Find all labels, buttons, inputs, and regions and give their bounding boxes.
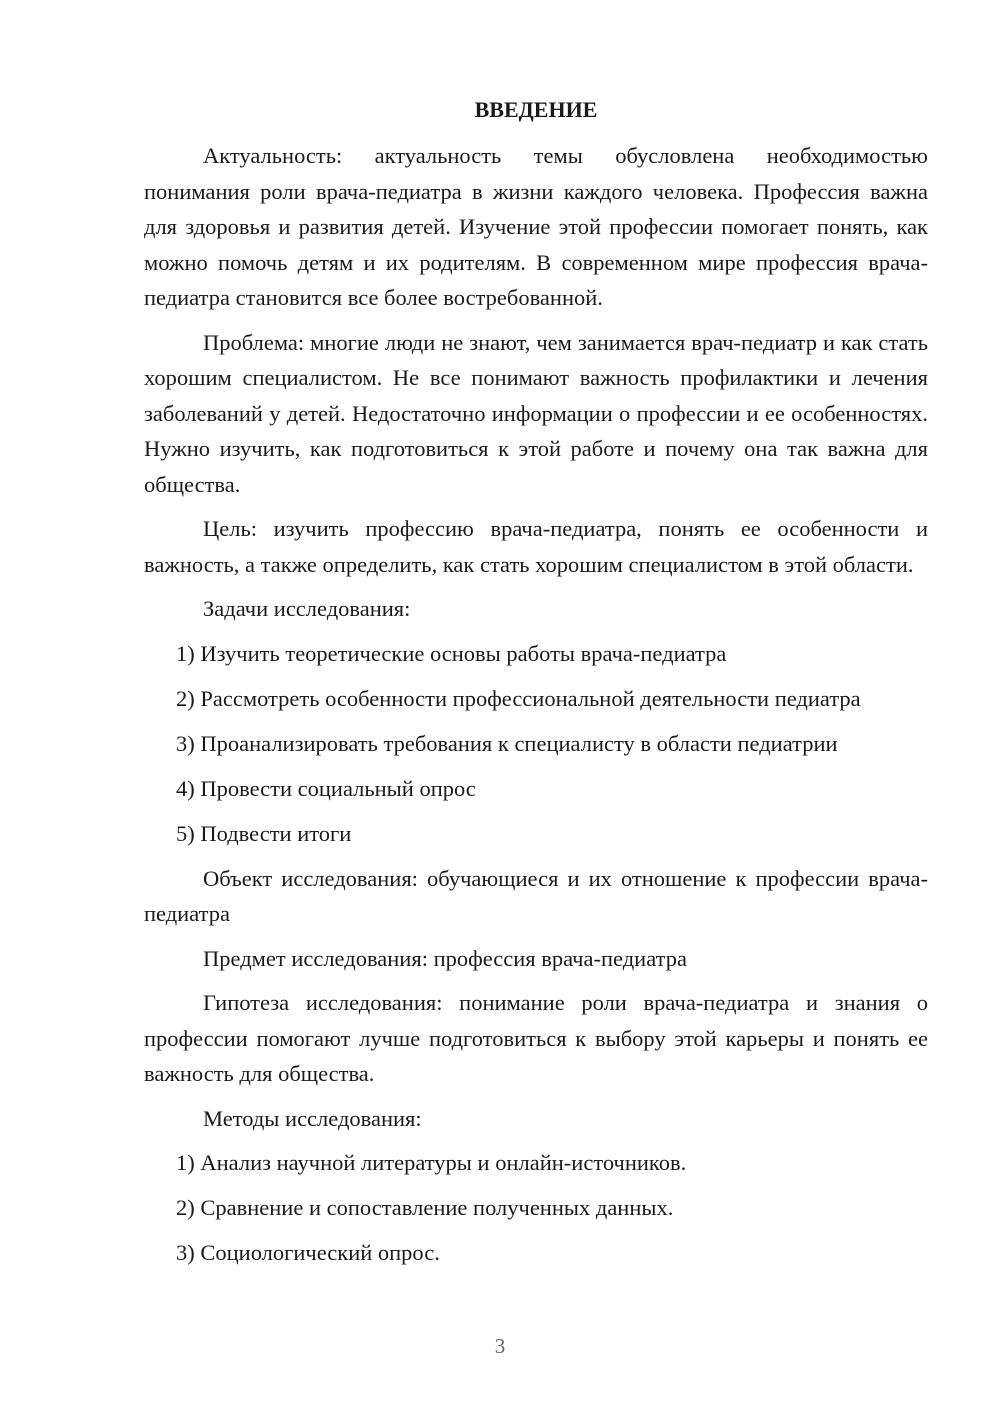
goal-paragraph: Цель: изучить профессию врача-педиатра, понять ее особенности и важность, а также определить, как стать хорошим специалистом в этой области. <box>144 516 928 577</box>
object-paragraph: Объект исследования: обучающиеся и их отношение к профессии врача-педиатра <box>144 865 928 926</box>
methods-list <box>144 1145 928 1271</box>
hypothesis-paragraph: Гипотеза исследования: понимание роли врача-педиатра и знания о профессии помогают лучше подготовиться к выбору этой карьеры и понять ее важность для общества. <box>144 990 928 1086</box>
list-item: 5) Подвести итоги <box>176 820 352 846</box>
list-item: 3) Проанализировать требования к специалисту в области педиатрии <box>176 730 838 756</box>
list-item: 3) Социологический опрос. <box>176 1240 440 1265</box>
tasks-list <box>144 636 928 852</box>
list-item: 4) Провести социальный опрос <box>176 775 476 801</box>
tasks-heading: Задачи исследования: <box>203 596 411 621</box>
list-item: 1) Изучить теоретические основы работы врача-педиатра <box>176 640 727 666</box>
subject-paragraph: Предмет исследования: профессия врача-педиатра <box>203 945 687 971</box>
list-item: 1) Анализ научной литературы и онлайн-источников. <box>176 1150 687 1175</box>
relevance-paragraph: Актуальность: актуальность темы обусловлена необходимостью понимания роли врача-педиатра в жизни каждого человека. Профессия важна для здоровья и развития детей. Изучение этой профессии помогает понять, как можно помочь детям и их родителям. В современном мире профессия врача-педиатра становится все более востребованной. <box>144 143 928 310</box>
list-item: 2) Сравнение и сопоставление полученных данных. <box>176 1195 674 1220</box>
methods-heading: Методы исследования: <box>203 1105 422 1131</box>
page-number: 3 <box>494 1334 506 1358</box>
document-body <box>144 94 928 1280</box>
page-title: ВВЕДЕНИЕ <box>474 97 598 122</box>
list-item: 2) Рассмотреть особенности профессиональной деятельности педиатра <box>176 685 861 711</box>
problem-paragraph: Проблема: многие люди не знают, чем занимается врач-педиатр и как стать хорошим специалистом. Не все понимают важность профилактики и лечения заболеваний у детей. Недостаточно информации о профессии и ее особенностях. Нужно изучить, как подготовиться к этой работе и почему она так важна для общества. <box>144 329 928 497</box>
